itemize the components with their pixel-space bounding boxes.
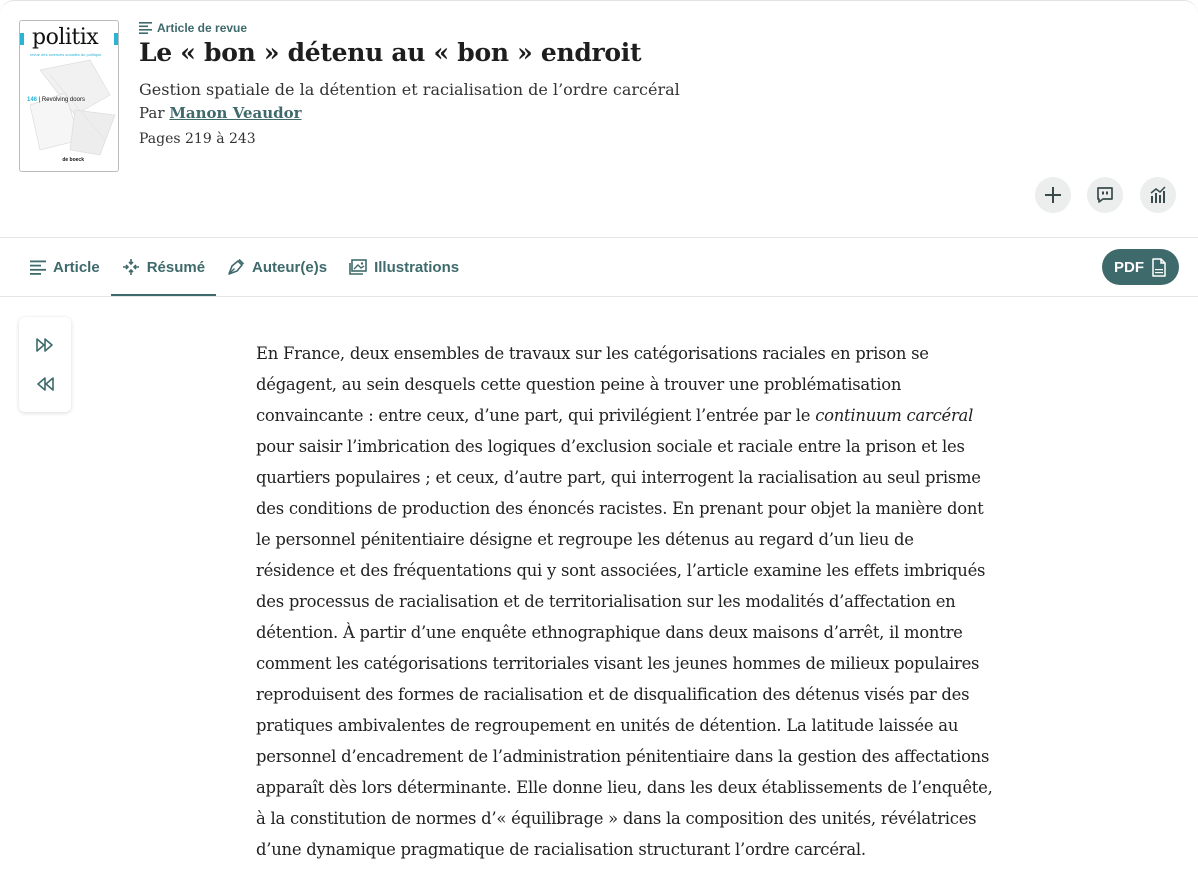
quote-bubble-icon [1095, 185, 1115, 205]
rewind-icon [35, 376, 55, 392]
statistics-button[interactable] [1140, 177, 1176, 213]
tab-resume-label: Résumé [146, 258, 206, 276]
article-subtitle: Gestion spatiale de la détention et racialisation de l’ordre carcéral [139, 80, 680, 99]
tab-article[interactable] [19, 238, 111, 296]
article-kind [139, 21, 247, 35]
compress-icon [122, 258, 140, 276]
article-kind-label: Article de revue [157, 21, 248, 35]
journal-cover-image[interactable] [19, 20, 119, 172]
pdf-download-button[interactable] [1102, 249, 1179, 285]
cite-button[interactable] [1087, 177, 1123, 213]
text-lines-icon [139, 22, 152, 34]
pdf-button-label: PDF [1114, 258, 1144, 276]
article-tabs [19, 238, 470, 296]
cover-accent-bar [114, 33, 118, 45]
previous-section-button[interactable] [30, 369, 60, 399]
section-navigator [19, 317, 71, 412]
cover-subtitle: revue des sciences sociales du politique [30, 52, 102, 57]
page-range: Pages 219 à 243 [139, 131, 256, 147]
tab-resume[interactable] [111, 238, 216, 296]
abstract-emphasis: continuum carcéral [815, 406, 974, 425]
plus-icon [1044, 186, 1062, 204]
tab-illustrations-label: Illustrations [374, 258, 460, 276]
cover-accent-bar [20, 33, 24, 45]
next-section-button[interactable] [30, 330, 60, 360]
tab-auteurs-label: Auteur(e)s [252, 258, 328, 276]
article-title: Le « bon » détenu au « bon » endroit [139, 38, 642, 67]
cover-illustration [20, 55, 119, 165]
cover-issue-title: Revolving doors [41, 97, 85, 103]
fast-forward-icon [35, 337, 55, 353]
tabs-divider [0, 296, 1198, 297]
author-link[interactable]: Manon Veaudor [169, 104, 302, 122]
tab-auteurs[interactable] [216, 238, 338, 296]
pdf-file-icon [1151, 258, 1167, 277]
pen-nib-icon [227, 258, 245, 276]
cover-publisher: de boeck [62, 157, 84, 163]
image-icon [349, 259, 367, 275]
tab-illustrations[interactable] [338, 238, 470, 296]
cover-issue: 146 | Revolving doors [27, 97, 85, 103]
tab-article-label: Article [53, 258, 100, 276]
text-lines-icon [30, 260, 46, 275]
cover-brand: politix [32, 25, 99, 50]
cover-issue-number: 146 [27, 97, 38, 103]
abstract-part-1: En France, deux ensembles de travaux sur les catégorisations raciales en prison se dégagent, au sein desquels cette question peine à trouver une problématisation convaincante : entre ceux, d’une part, qui privilégient l’entrée par le [256, 344, 929, 425]
abstract-text [256, 338, 996, 865]
abstract-part-2: pour saisir l’imbrication des logiques d’exclusion sociale et raciale entre la prison et les quartiers populaires ; et ceux, d’autre part, qui interrogent la racialisation au seul prisme des conditions de production des énoncés racistes. En prenant pour objet la manière dont le personnel pénitentiaire désigne et regroupe les détenus au regard d’un lieu de résidence et des fréquentations qui y sont associées, l’article examine les effets imbriqués des processus de racialisation et de territorialisation sur les modalités d’affectation en détention. À partir d’une enquête ethnographique dans deux maisons d’arrêt, il montre comment les catégorisations territoriales visant les jeunes hommes de milieux populaires reproduisent des formes de racialisation et de disqualification des détenus visés par des pratiques ambivalentes de regroupement en unités de détention. La latitude laissée au personnel d’encadrement de l’administration pénitentiaire dans la gestion des affectations apparaît dès lors déterminante. Elle donne lieu, dans les deux établissements de l’enquête, à la constitution de normes d’« équilibrage » dans la composition des unités, révélatrices d’une dynamique pragmatique de racialisation structurant l’ordre carcéral. [256, 437, 993, 859]
chart-icon [1148, 185, 1168, 205]
byline-prefix: Par [139, 104, 165, 122]
byline [139, 104, 302, 122]
add-to-list-button[interactable] [1035, 177, 1071, 213]
